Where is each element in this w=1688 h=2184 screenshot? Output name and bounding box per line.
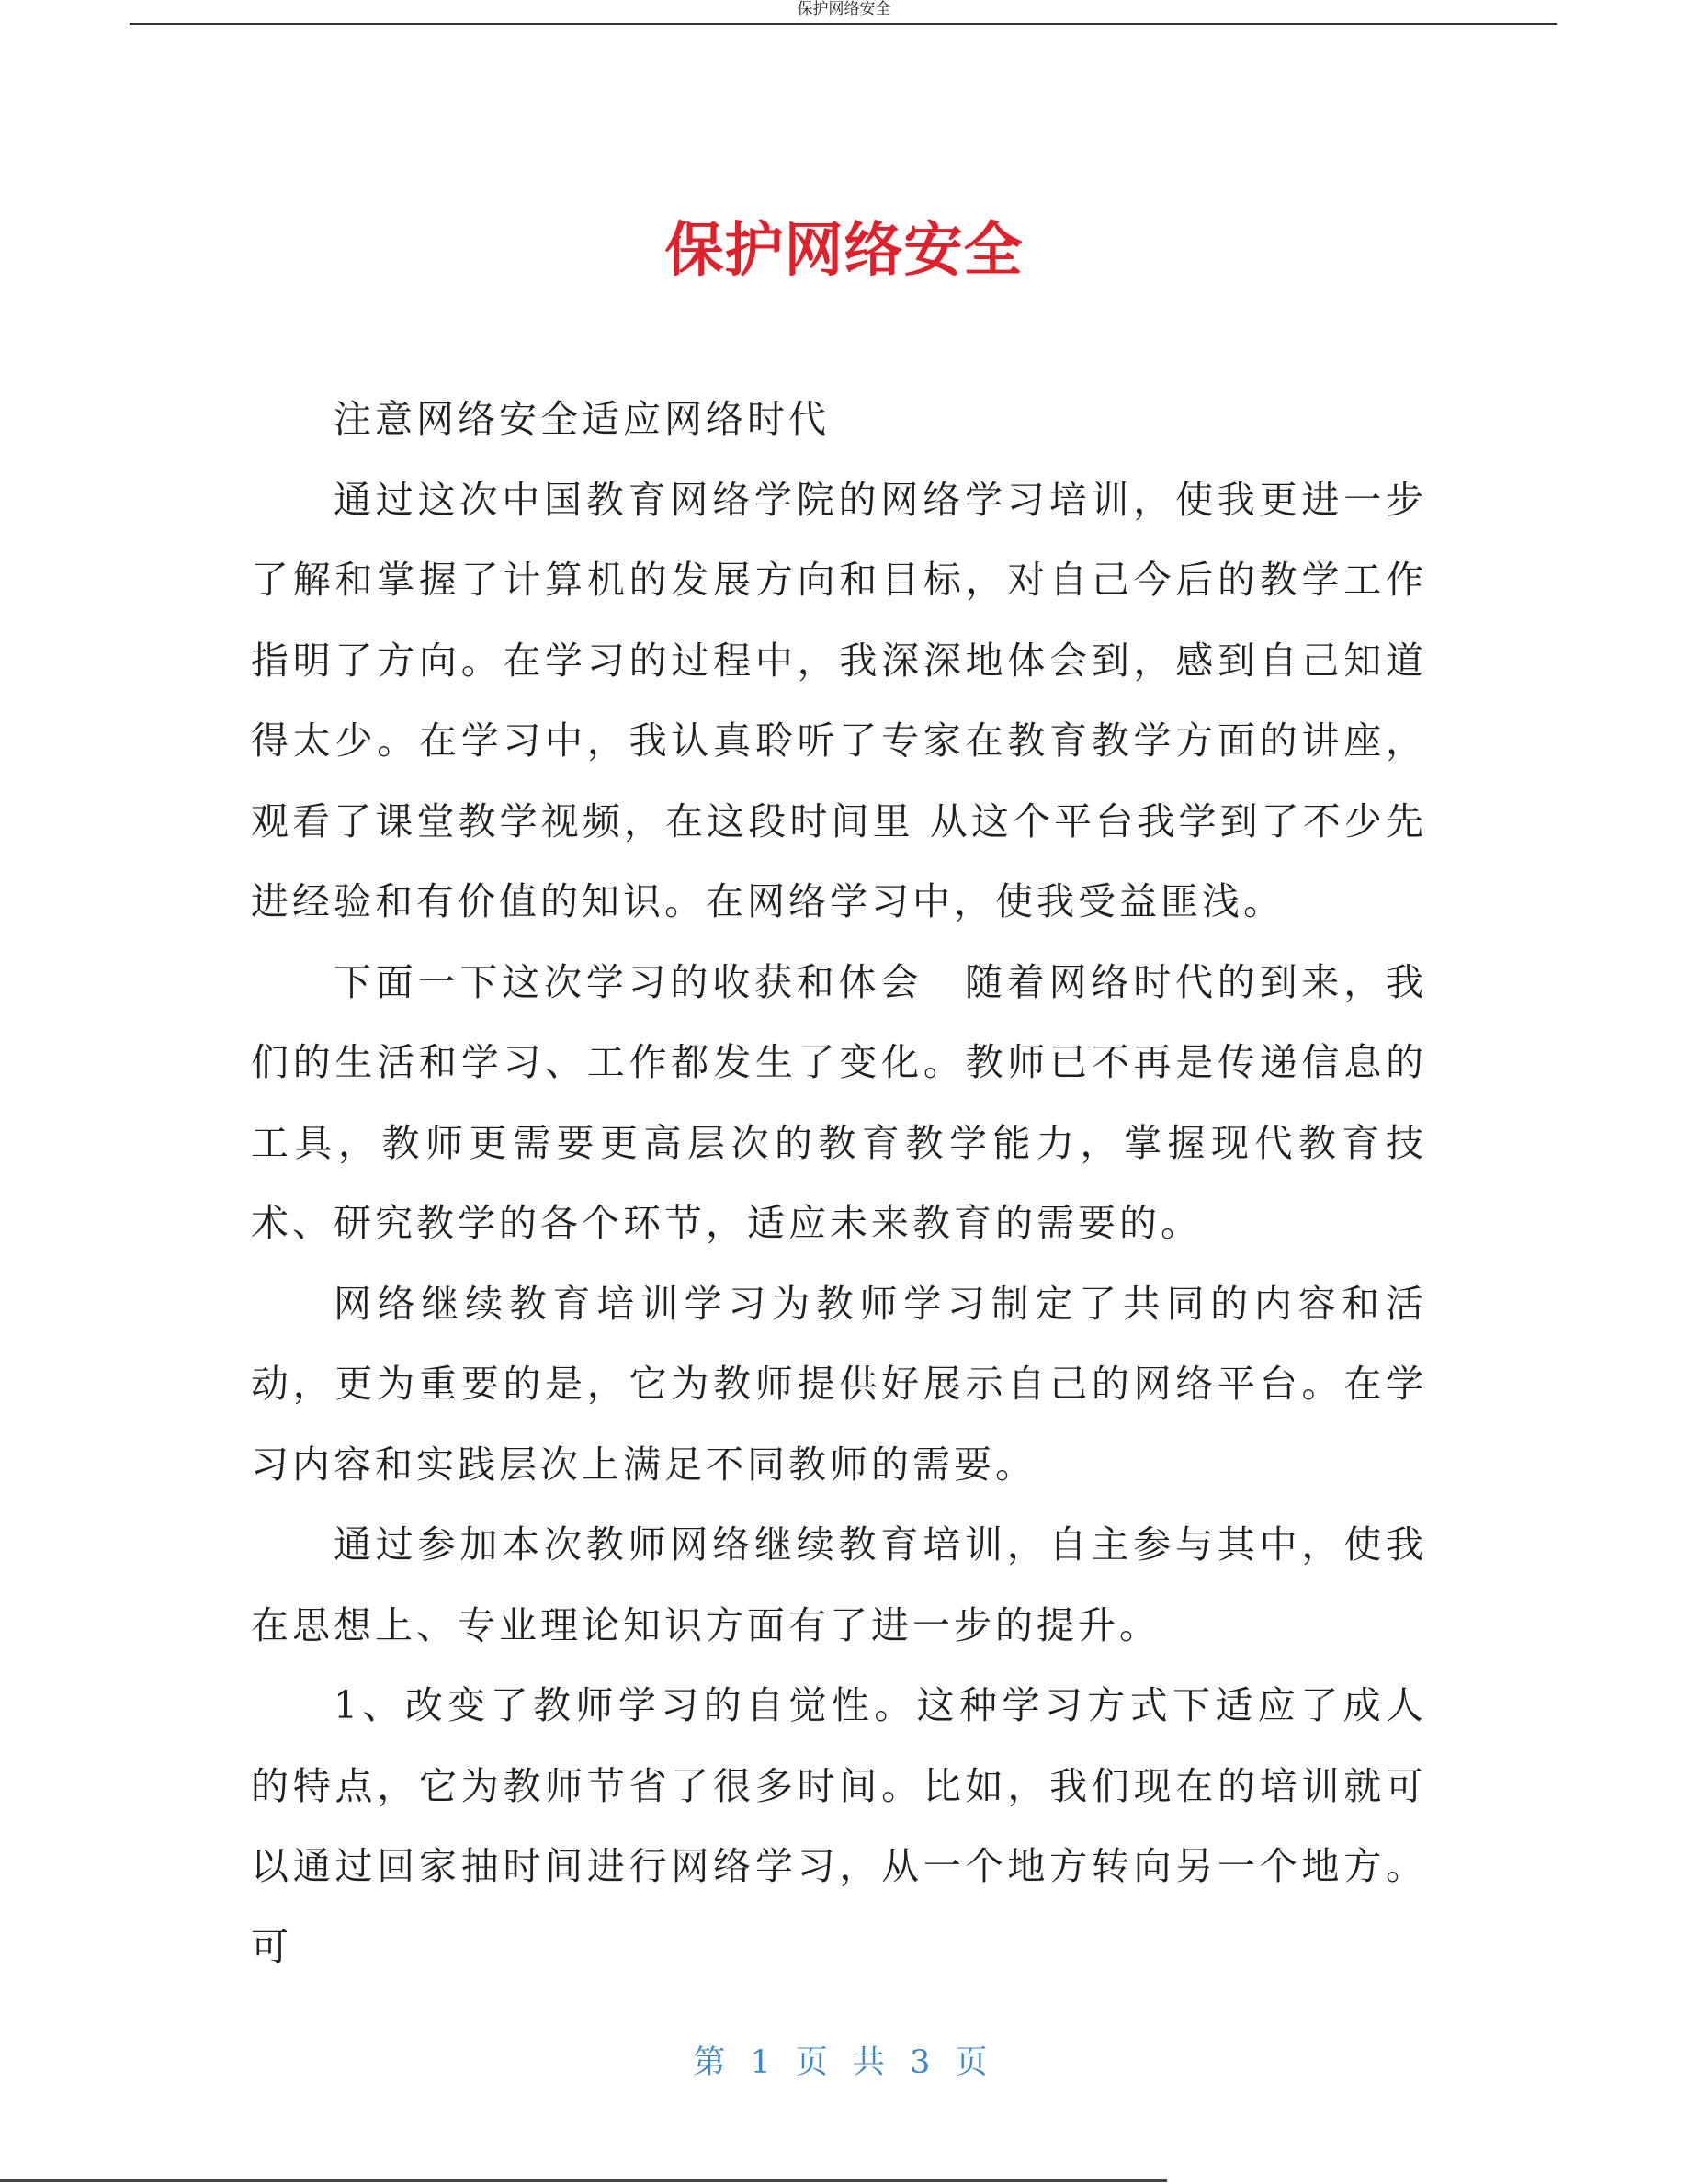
document-body: [251, 379, 1427, 1987]
paragraph-5: 1、改变了教师学习的自觉性。这种学习方式下适应了成人的特点，它为教师节省了很多时间。比如，我们现在的培训就可以通过回家抽时间进行网络学习，从一个地方转向另一个地方。可: [251, 1683, 1427, 1969]
header-rule: [130, 23, 1557, 25]
bottom-rule: [0, 2179, 1167, 2182]
running-header-title: 保护网络安全: [797, 0, 891, 18]
paragraph-4: 通过参加本次教师网络继续教育培训，自主参与其中，使我在思想上、专业理论知识方面有了进一步的提升。: [251, 1522, 1427, 1647]
page-number-indicator: 第 1 页 共 3 页: [693, 2044, 995, 2081]
paragraph-2: 下面一下这次学习的收获和体会 随着网络时代的到来，我们的生活和学习、工作都发生了变化。教师已不再是传递信息的工具，教师更需要更高层次的教育教学能力，掌握现代教育技术、研究教学的各个环节，适应未来教育的需要的。: [251, 959, 1427, 1245]
document-title: 保护网络安全: [664, 217, 1024, 285]
paragraph-3: 网络继续教育培训学习为教师学习制定了共同的内容和活动，更为重要的是，它为教师提供好展示自己的网络平台。在学习内容和实践层次上满足不同教师的需要。: [251, 1281, 1427, 1487]
paragraph-1: 通过这次中国教育网络学院的网络学习培训，使我更进一步了解和掌握了计算机的发展方向和目标，对自己今后的教学工作指明了方向。在学习的过程中，我深深地体会到，感到自己知道得太少。在学习中，我认真聆听了专家在教育教学方面的讲座，观看了课堂教学视频，在这段时间里 从这个平台我学到了不少先进经验和有价值的知识。在网络学习中，使我受益匪浅。: [251, 477, 1427, 923]
paragraph-subtitle: 注意网络安全适应网络时代: [334, 397, 830, 441]
